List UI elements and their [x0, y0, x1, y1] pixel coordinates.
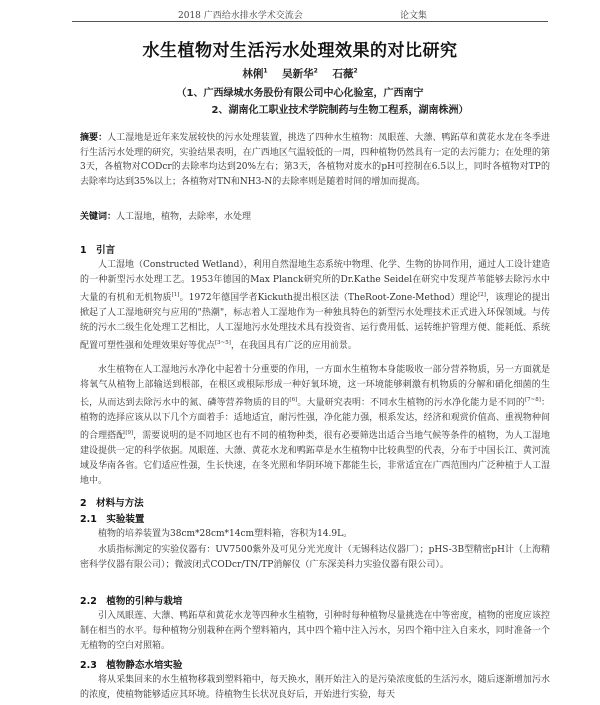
- header-left: 2018 广西给水排水学术交流会: [178, 11, 303, 21]
- keywords: [80, 210, 550, 224]
- author-2: 吴新华: [282, 68, 314, 80]
- author-1-sup: 1: [263, 67, 268, 75]
- keywords-label: 关键词：: [80, 212, 117, 222]
- header-rule: [72, 21, 548, 22]
- section-2-1-heading: 2.1 实验装置: [80, 514, 145, 525]
- paragraph-intro-1: [80, 258, 550, 354]
- header-right: 论文集: [400, 11, 428, 21]
- section-2-3-heading: 2.3 植物静态水培实验: [80, 660, 183, 671]
- author-2-sup: 2: [313, 67, 318, 75]
- p1-ref-1: [1]: [171, 292, 180, 298]
- running-header: [0, 8, 600, 22]
- author-3-sup: 2: [353, 67, 358, 75]
- p1-text-a: 人工湿地（Constructed Wetland），利用自然湿地生态系统中物理、化学、生物的协同作用，通过人工设计建造的一种新型污水处理工艺。1953年德国的Max Planck研究所的Dr.Kathe Seidel在研究中发现芦苇能够去除污水中大量的有机和无机物质: [80, 260, 550, 303]
- section-2-2-heading: 2.2 植物的引种与栽培: [80, 596, 183, 607]
- p1-text-c: ，该理论的提出掀起了人工湿地研究与应用的"热潮"，标志着人工湿地作为一种独具特色的新型污水处理技术正式进入环保领域。与传统的污水二级生化处理工艺相比，人工湿地污水处理技术具有投资省、运行费用低、运转维护管理方便、能耗低、系统配置可塑性强和处理效果好等优点: [80, 293, 550, 351]
- p2-ref-2: [7~8]: [524, 397, 541, 403]
- author-1: 林俐: [242, 68, 264, 80]
- p2-text-a: 水生植物在人工湿地污水净化中起着十分重要的作用，一方面水生植物本身能吸收一部分营养物质，另一方面就是将氧气从植物上部输送到根部，在根区或根际形成一种好氧环境，这一环境能够刺激有机物质的分解和硝化细菌的生长，从而达到去除污水中的氮、磷等营养物质的目的: [80, 365, 550, 408]
- paragraph-static-culture: 将从采集回来的水生植物移栽到塑料箱中，每天换水，刚开始注入的是污染浓度低的生活污水，随后逐渐增加污水的浓度，使植物能够适应其环境。待植物生长状况良好后，开始进行实验，每天: [80, 675, 550, 700]
- section-2-heading: 2 材料与方法: [80, 498, 144, 509]
- affiliation-2: 2、湖南化工职业技术学院制药与生物工程系，湖南株洲）: [211, 105, 469, 116]
- abstract: [80, 131, 550, 189]
- author-3: 石薇: [332, 68, 354, 80]
- p1-ref-2: [2]: [478, 292, 486, 298]
- p2-text-c: ：植物的选择应该从以下几个方面着手：适地适宜，耐污性强，净化能力强，根系发达，经济和观赏价值高、重视物种间的合理搭配: [80, 398, 550, 441]
- affiliation-1: （1、广西绿城水务股份有限公司中心化验室，广西南宁: [176, 88, 424, 99]
- p2-text-b: 。大量研究表明：不同水生植物的污水净化能力是不同的: [297, 398, 525, 408]
- paragraph-intro-2: [80, 363, 550, 489]
- abstract-text: 人工湿地是近年来发展较快的污水处理装置，挑选了四种水生植物：凤眼莲、大薸、鸭跖草和黄花水龙在冬季进行生活污水处理的研究，实验结果表明，在广西地区气温较低的一周，四种植物仍然具有一定的去污能力；在处理的第3天，各植物对CODcr的去除率均达到20%左右；第3天，各植物对废水的pH可控制在6.5以上，同时各植物对TP的去除率均达到35%以上；各植物对TN和NH3-N的去除率则是随着时间的增加而提高。: [80, 133, 550, 187]
- author-line: [0, 66, 600, 81]
- p2-ref-3: [9]: [125, 430, 134, 436]
- p2-text-d: ，需要说明的是不同地区也有不同的植物种类，很有必要筛选出适合当地气候等条件的植物，为人工湿地建设提供一定的科学依据。凤眼莲、大薸、黄花水龙和鸭跖草是水生植物中比较典型的代表，分布于中国长江、黄河流域及华南各省。它们适应性强，生长快速，在冬光照和华阴环境下都能生长，非常适宜在广西范围内广泛种植于人工湿地中。: [80, 431, 550, 486]
- section-1-heading: 1 引言: [80, 245, 116, 256]
- paper-title: 水生植物对生活污水处理效果的对比研究: [142, 41, 458, 61]
- p1-text-b: 。1972年德国学者Kickuth提出根区法（TheRoot-Zone-Method）理论: [179, 293, 479, 303]
- p2-ref-1: [6]: [289, 397, 298, 403]
- p1-text-d: ，在我国具有广泛的应用前景。: [230, 341, 357, 351]
- p1-ref-3: [3~5]: [215, 340, 231, 346]
- paragraph-instruments: 水质指标测定的实验仪器有：UV7500紫外及可见分光光度计（无锡科达仪器厂）；pHS-3B型精密pH计（上海精密科学仪器有限公司）；微波闭式CODcr/TN/TP消解仪（广东深美科力实验仪器有限公司）。: [80, 545, 550, 570]
- keywords-text: 人工湿地，植物，去除率，水处理: [116, 212, 252, 222]
- abstract-label: 摘要：: [80, 133, 108, 143]
- paragraph-apparatus: 植物的培养装置为38cm*28cm*14cm塑料箱，容积为14.9L。: [98, 529, 353, 539]
- paragraph-cultivation: 引入凤眼莲、大薸、鸭跖草和黄花水龙等四种水生植物，引种时每种植物尽量挑选在中等密度，植物的密度应该控制在相当的水平。每种植物分别栽种在两个塑料箱内，其中四个箱中注入污水，另四个箱中注入自来水，同时准备一个无植物的空白对照箱。: [80, 611, 550, 651]
